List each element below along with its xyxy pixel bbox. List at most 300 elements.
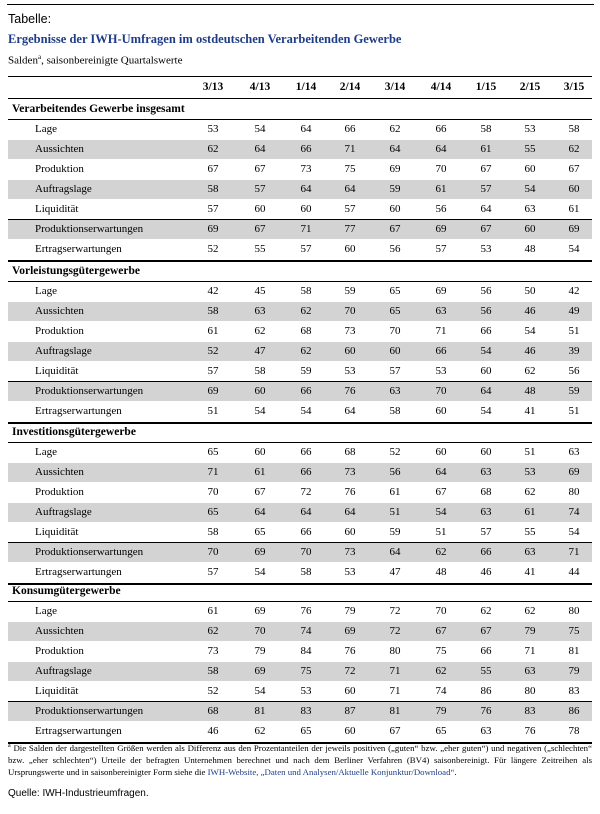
table-row: [8, 240, 592, 259]
row-label: Auftragslage: [35, 665, 92, 677]
table-row: [8, 622, 592, 641]
table-cell: 67: [389, 725, 401, 737]
table-cell: 59: [300, 365, 312, 377]
table-cell: 64: [344, 506, 356, 518]
column-header: 4/14: [430, 81, 452, 93]
table-cell: 74: [300, 625, 312, 637]
table-cell: 57: [300, 243, 312, 255]
table-cell: 59: [568, 385, 580, 397]
table-cell: 51: [435, 526, 447, 538]
table-row: [8, 483, 592, 502]
table-cell: 69: [254, 546, 266, 558]
table-row: [8, 602, 592, 621]
table-cell: 69: [254, 665, 266, 677]
table-cell: 57: [480, 183, 492, 195]
row-label: Produktion: [35, 645, 84, 657]
table-cell: 63: [524, 203, 536, 215]
table-cell: 64: [254, 506, 266, 518]
table-cell: 60: [435, 405, 447, 417]
table-cell: 65: [207, 506, 219, 518]
table-cell: 62: [300, 345, 312, 357]
row-label: Lage: [35, 605, 57, 617]
table-cell: 54: [300, 405, 312, 417]
table-label: Tabelle:: [8, 12, 52, 26]
table-cell: 56: [568, 365, 580, 377]
table-cell: 56: [435, 203, 447, 215]
table-cell: 53: [344, 566, 356, 578]
table-cell: 55: [524, 526, 536, 538]
table-cell: 69: [568, 223, 580, 235]
table-cell: 62: [524, 486, 536, 498]
table-cell: 55: [254, 243, 266, 255]
table-cell: 76: [344, 486, 356, 498]
row-label: Produktionserwartungen: [35, 546, 144, 558]
table-cell: 63: [480, 506, 492, 518]
table-cell: 79: [344, 605, 356, 617]
table-cell: 60: [389, 203, 401, 215]
table-cell: 72: [300, 486, 312, 498]
row-label: Auftragslage: [35, 183, 92, 195]
table-cell: 45: [254, 285, 266, 297]
table-cell: 62: [254, 725, 266, 737]
row-label: Aussichten: [35, 625, 84, 637]
table-cell: 56: [389, 466, 401, 478]
table-cell: 62: [524, 365, 536, 377]
table-cell: 70: [344, 305, 356, 317]
group-rule: [8, 542, 592, 543]
table-cell: 54: [568, 526, 580, 538]
table-cell: 74: [568, 506, 580, 518]
table-cell: 64: [300, 506, 312, 518]
table-cell: 63: [524, 546, 536, 558]
table-cell: 64: [254, 143, 266, 155]
table-cell: 51: [389, 506, 401, 518]
table-row: [8, 503, 592, 522]
table-cell: 46: [480, 566, 492, 578]
table-cell: 73: [344, 546, 356, 558]
table-cell: 61: [254, 466, 266, 478]
column-header: 2/14: [339, 81, 361, 93]
table-cell: 57: [389, 365, 401, 377]
table-row: [8, 140, 592, 159]
table-cell: 57: [480, 526, 492, 538]
table-row: [8, 160, 592, 179]
table-cell: 70: [254, 625, 266, 637]
table-cell: 63: [524, 665, 536, 677]
row-label: Lage: [35, 285, 57, 297]
table-cell: 58: [254, 365, 266, 377]
table-cell: 66: [300, 143, 312, 155]
table-cell: 54: [568, 243, 580, 255]
table-cell: 71: [344, 143, 356, 155]
row-label: Ertragserwartungen: [35, 243, 122, 255]
table-cell: 84: [300, 645, 312, 657]
table-cell: 64: [480, 203, 492, 215]
table-cell: 65: [254, 526, 266, 538]
table-cell: 62: [568, 143, 580, 155]
table-cell: 53: [435, 365, 447, 377]
table-cell: 68: [344, 446, 356, 458]
section-title: Konsumgütergewerbe: [12, 585, 121, 597]
table-cell: 67: [480, 625, 492, 637]
table-cell: 81: [568, 645, 580, 657]
table-cell: 70: [207, 546, 219, 558]
table-row: [8, 342, 592, 361]
table-cell: 66: [300, 526, 312, 538]
table-cell: 60: [300, 203, 312, 215]
table-cell: 49: [568, 305, 580, 317]
column-header: 4/13: [249, 81, 271, 93]
table-cell: 64: [435, 466, 447, 478]
row-label: Ertragserwartungen: [35, 405, 122, 417]
table-cell: 64: [435, 143, 447, 155]
row-label: Lage: [35, 446, 57, 458]
table-cell: 58: [207, 305, 219, 317]
row-label: Produktionserwartungen: [35, 705, 144, 717]
table-row: [8, 463, 592, 482]
table-row: [8, 563, 592, 582]
table-cell: 39: [568, 345, 580, 357]
table-cell: 52: [389, 446, 401, 458]
table-cell: 86: [480, 685, 492, 697]
table-cell: 54: [254, 685, 266, 697]
row-label: Produktion: [35, 163, 84, 175]
table-cell: 70: [435, 385, 447, 397]
table-cell: 71: [389, 665, 401, 677]
source-note: Quelle: IWH-Industrieumfragen.: [8, 788, 149, 799]
table-cell: 73: [344, 325, 356, 337]
table-cell: 60: [480, 365, 492, 377]
table-cell: 42: [207, 285, 219, 297]
table-cell: 63: [435, 305, 447, 317]
table-cell: 69: [207, 385, 219, 397]
table-cell: 69: [207, 223, 219, 235]
table-row: [8, 120, 592, 139]
table-cell: 70: [300, 546, 312, 558]
table-cell: 76: [480, 705, 492, 717]
table-row: [8, 362, 592, 381]
table-cell: 48: [435, 566, 447, 578]
table-cell: 51: [568, 325, 580, 337]
table-cell: 54: [254, 123, 266, 135]
table-title: Ergebnisse der IWH-Umfragen im ostdeutschen Verarbeitenden Gewerbe: [8, 32, 402, 46]
row-label: Lage: [35, 123, 57, 135]
table-cell: 67: [254, 486, 266, 498]
table-cell: 75: [568, 625, 580, 637]
table-cell: 74: [435, 685, 447, 697]
table-cell: 61: [480, 143, 492, 155]
table-cell: 62: [389, 123, 401, 135]
table-cell: 60: [344, 243, 356, 255]
table-cell: 75: [300, 665, 312, 677]
group-rule: [8, 381, 592, 382]
table-cell: 61: [568, 203, 580, 215]
table-cell: 83: [568, 685, 580, 697]
table-cell: 57: [207, 566, 219, 578]
table-cell: 64: [300, 123, 312, 135]
table-cell: 66: [300, 446, 312, 458]
table-cell: 68: [480, 486, 492, 498]
column-header: 1/15: [475, 81, 497, 93]
table-cell: 54: [524, 325, 536, 337]
table-cell: 50: [524, 285, 536, 297]
table-cell: 64: [344, 183, 356, 195]
table-cell: 57: [435, 243, 447, 255]
table-cell: 70: [207, 486, 219, 498]
table-row: [8, 662, 592, 681]
section-title: Investitionsgütergewerbe: [12, 426, 136, 438]
row-label: Auftragslage: [35, 345, 92, 357]
table-cell: 61: [207, 605, 219, 617]
table-cell: 70: [435, 605, 447, 617]
table-cell: 65: [435, 725, 447, 737]
table-cell: 66: [480, 645, 492, 657]
table-cell: 65: [389, 285, 401, 297]
table-cell: 75: [435, 645, 447, 657]
table-cell: 80: [568, 486, 580, 498]
table-cell: 67: [389, 223, 401, 235]
table-cell: 71: [568, 546, 580, 558]
table-cell: 87: [344, 705, 356, 717]
table-cell: 53: [207, 123, 219, 135]
table-row: [8, 722, 592, 741]
table-cell: 58: [568, 123, 580, 135]
table-cell: 76: [524, 725, 536, 737]
table-cell: 70: [389, 325, 401, 337]
column-header: 3/14: [384, 81, 406, 93]
table-cell: 54: [480, 405, 492, 417]
table-row: [8, 382, 592, 401]
table-cell: 54: [435, 506, 447, 518]
row-label: Liquidität: [35, 365, 79, 377]
table-cell: 42: [568, 285, 580, 297]
table-cell: 44: [568, 566, 580, 578]
table-cell: 60: [254, 385, 266, 397]
table-cell: 72: [389, 605, 401, 617]
table-cell: 60: [254, 203, 266, 215]
table-cell: 69: [254, 605, 266, 617]
table-cell: 56: [480, 305, 492, 317]
table-cell: 71: [524, 645, 536, 657]
table-cell: 62: [524, 605, 536, 617]
table-cell: 69: [568, 466, 580, 478]
table-cell: 41: [524, 405, 536, 417]
header-top-rule: [8, 76, 592, 77]
table-row: [8, 402, 592, 421]
table-cell: 52: [207, 345, 219, 357]
table-cell: 69: [389, 163, 401, 175]
group-rule: [8, 219, 592, 220]
table-cell: 56: [480, 285, 492, 297]
table-cell: 66: [480, 325, 492, 337]
row-label: Produktionserwartungen: [35, 385, 144, 397]
footnote: $^a$ Die Salden der dargestellten Größen werden als Differenz aus den Prozentanteilen der jeweils positiven („guten“ bzw. „eher guten“) und negativen („schlechten“ bzw. „eher schlechten“) Urteile der befragten Unternehmen berechnet und nach dem Berliner Verfahren (BV4) saisonbereinigt. Für längere Zeitreihen als Ursprungswerte und in saisonbereinigter Form siehe die IWH-Website, „Daten und Analysen/Aktuelle Konjunktur/Download“.: [8, 742, 592, 777]
table-cell: 80: [389, 645, 401, 657]
table-row: [8, 682, 592, 701]
table-cell: 76: [300, 605, 312, 617]
table-cell: 60: [480, 446, 492, 458]
table-cell: 60: [568, 183, 580, 195]
row-label: Liquidität: [35, 526, 79, 538]
table-cell: 65: [300, 725, 312, 737]
table-cell: 67: [480, 163, 492, 175]
table-row: [8, 200, 592, 219]
table-cell: 48: [524, 243, 536, 255]
table-cell: 83: [300, 705, 312, 717]
column-header: 1/14: [295, 81, 317, 93]
table-cell: 69: [344, 625, 356, 637]
table-cell: 71: [435, 325, 447, 337]
section-title: Vorleistungsgütergewerbe: [12, 265, 140, 277]
table-cell: 71: [300, 223, 312, 235]
table-cell: 72: [344, 665, 356, 677]
table-cell: 60: [524, 223, 536, 235]
section-bottom-rule: [8, 422, 592, 424]
table-cell: 66: [435, 345, 447, 357]
table-cell: 46: [524, 305, 536, 317]
table-cell: 60: [254, 446, 266, 458]
table-cell: 77: [344, 223, 356, 235]
table-cell: 54: [524, 183, 536, 195]
table-cell: 81: [389, 705, 401, 717]
row-label: Aussichten: [35, 466, 84, 478]
table-row: [8, 282, 592, 301]
table-cell: 46: [207, 725, 219, 737]
table-cell: 86: [568, 705, 580, 717]
table-cell: 67: [480, 223, 492, 235]
table-cell: 63: [568, 446, 580, 458]
table-cell: 67: [207, 163, 219, 175]
table-cell: 61: [389, 486, 401, 498]
table-cell: 60: [344, 725, 356, 737]
table-cell: 67: [254, 223, 266, 235]
table-cell: 61: [435, 183, 447, 195]
table-cell: 62: [435, 665, 447, 677]
table-cell: 65: [389, 305, 401, 317]
table-cell: 67: [568, 163, 580, 175]
row-label: Produktion: [35, 325, 84, 337]
section-bottom-rule: [8, 260, 592, 262]
table-cell: 70: [435, 163, 447, 175]
table-cell: 67: [435, 486, 447, 498]
column-header: 2/15: [519, 81, 541, 93]
table-cell: 73: [300, 163, 312, 175]
table-row: [8, 220, 592, 239]
table-cell: 62: [207, 143, 219, 155]
column-header: 3/13: [202, 81, 224, 93]
table-cell: 79: [254, 645, 266, 657]
table-cell: 73: [207, 645, 219, 657]
table-cell: 60: [524, 163, 536, 175]
table-cell: 83: [524, 705, 536, 717]
table-cell: 59: [389, 526, 401, 538]
table-row: [8, 180, 592, 199]
header-bottom-rule: [8, 98, 592, 99]
table-cell: 55: [480, 665, 492, 677]
table-cell: 79: [435, 705, 447, 717]
table-cell: 60: [344, 345, 356, 357]
table-cell: 53: [524, 466, 536, 478]
table-cell: 58: [207, 183, 219, 195]
table-cell: 59: [344, 285, 356, 297]
table-cell: 66: [344, 123, 356, 135]
table-cell: 63: [389, 385, 401, 397]
row-label: Produktionserwartungen: [35, 223, 144, 235]
table-cell: 46: [524, 345, 536, 357]
table-cell: 66: [480, 546, 492, 558]
table-cell: 69: [435, 285, 447, 297]
table-cell: 61: [524, 506, 536, 518]
table-cell: 69: [435, 223, 447, 235]
table-cell: 51: [524, 446, 536, 458]
row-label: Produktion: [35, 486, 84, 498]
row-label: Ertragserwartungen: [35, 566, 122, 578]
table-cell: 71: [389, 685, 401, 697]
table-cell: 63: [480, 725, 492, 737]
table-cell: 54: [254, 405, 266, 417]
table-row: [8, 302, 592, 321]
table-cell: 51: [568, 405, 580, 417]
table-cell: 60: [435, 446, 447, 458]
table-cell: 61: [207, 325, 219, 337]
table-cell: 62: [207, 625, 219, 637]
table-cell: 62: [254, 325, 266, 337]
table-cell: 80: [568, 605, 580, 617]
table-cell: 52: [207, 685, 219, 697]
table-cell: 76: [344, 385, 356, 397]
table-cell: 58: [480, 123, 492, 135]
table-cell: 67: [435, 625, 447, 637]
table-cell: 47: [254, 345, 266, 357]
table-cell: 60: [389, 345, 401, 357]
table-row: [8, 322, 592, 341]
top-rule: [7, 4, 594, 5]
table-row: [8, 702, 592, 721]
table-subtitle: Salden$^a$, saisonbereinigte Quartalswerte: [8, 53, 183, 67]
table-cell: 55: [524, 143, 536, 155]
table-cell: 58: [300, 285, 312, 297]
table-cell: 76: [344, 645, 356, 657]
table-cell: 53: [524, 123, 536, 135]
table-cell: 75: [344, 163, 356, 175]
table-row: [8, 523, 592, 542]
table-cell: 78: [568, 725, 580, 737]
table-cell: 64: [389, 143, 401, 155]
row-label: Liquidität: [35, 203, 79, 215]
column-header: 3/15: [563, 81, 585, 93]
section-title: Verarbeitendes Gewerbe insgesamt: [12, 103, 185, 115]
iwh-website-link[interactable]: IWH-Website, „Daten und Analysen/Aktuelle Konjunktur/Download“: [207, 766, 455, 777]
table-cell: 52: [207, 243, 219, 255]
row-label: Aussichten: [35, 305, 84, 317]
table-cell: 53: [344, 365, 356, 377]
table-cell: 54: [254, 566, 266, 578]
table-cell: 53: [300, 685, 312, 697]
table-cell: 56: [389, 243, 401, 255]
table-cell: 79: [568, 665, 580, 677]
table-row: [8, 642, 592, 661]
table-cell: 41: [524, 566, 536, 578]
table-cell: 59: [389, 183, 401, 195]
table-cell: 58: [207, 665, 219, 677]
table-cell: 63: [480, 466, 492, 478]
table-cell: 67: [254, 163, 266, 175]
row-label: Aussichten: [35, 143, 84, 155]
table-cell: 71: [207, 466, 219, 478]
table-cell: 60: [344, 526, 356, 538]
table-cell: 72: [389, 625, 401, 637]
table-cell: 57: [207, 203, 219, 215]
